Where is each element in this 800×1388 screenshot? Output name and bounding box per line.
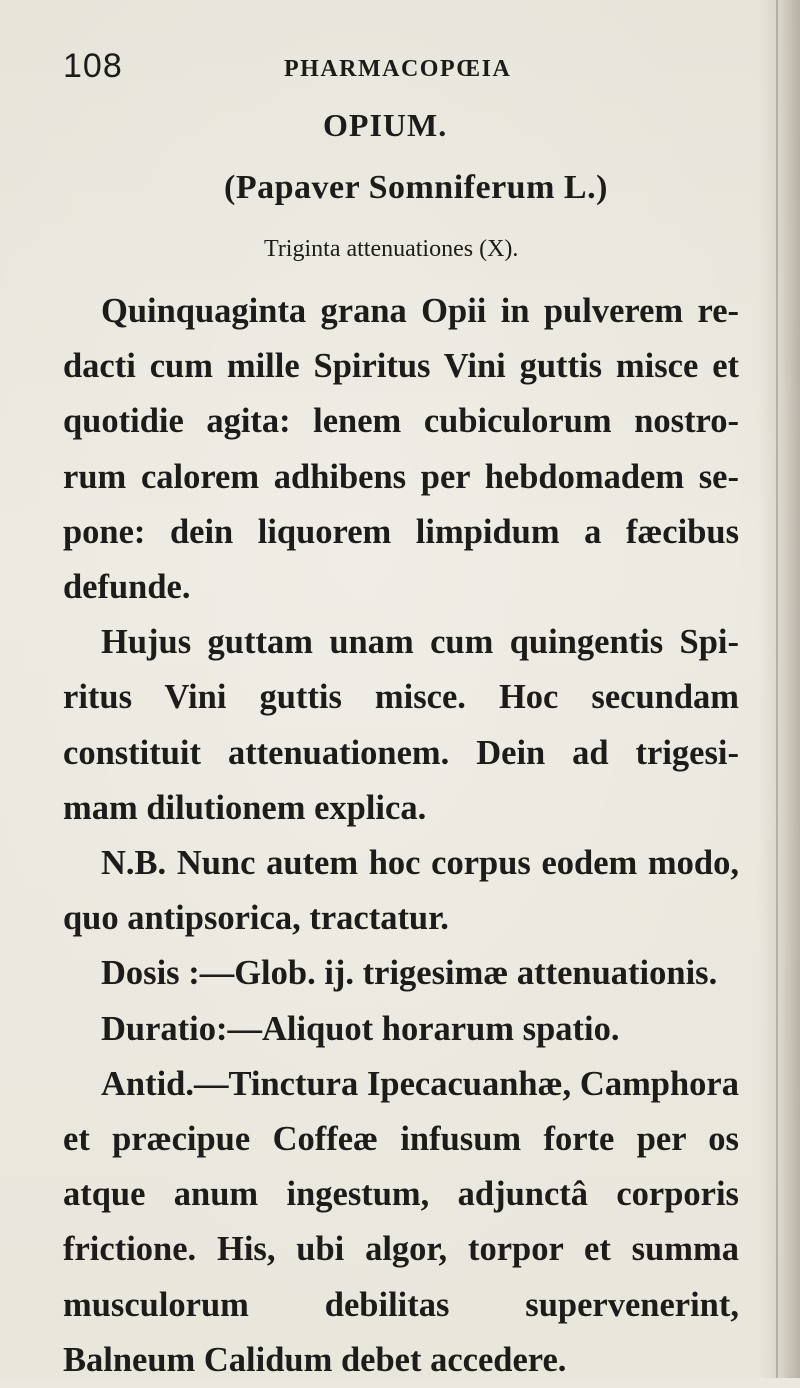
attenuation-note: Triginta attenuationes (X).: [264, 236, 519, 262]
entry-body: [63, 284, 739, 1388]
running-head: [63, 46, 683, 90]
paragraph-dilution: Hujus guttam unam cum quingentis Spi-ritus Vini guttis misce. Hoc secundam constituit attenuationem. Dein ad trigesi-mam dilutionem explica.: [63, 623, 739, 827]
paragraph-dosis: Dosis :—Glob. ij. trigesimæ attenuationis.: [101, 954, 718, 993]
paragraph-antidote: Antid.—Tinctura Ipecacuanhæ, Camphora et præcipue Coffeæ infusum forte per os atque anum ingestum, adjunctâ corporis frictione. His, ubi algor, torpor et summa musculorum debilitas supervenerint, Balneum Calidum debet accedere.: [63, 1064, 739, 1379]
entry-title: OPIUM.: [323, 107, 448, 143]
paragraph-preparation: Quinquaginta grana Opii in pulverem re-dacti cum mille Spiritus Vini guttis misce et quotidie agita: lenem cubiculorum nostro-rum calorem adhibens per hebdomadem se-pone: dein liquorem limpidum a fæcibus defunde.: [63, 292, 739, 607]
entry-subtitle: (Papaver Somniferum L.): [224, 169, 608, 206]
page-number: 108: [63, 47, 123, 85]
paragraph-duratio: Duratio:—Aliquot horarum spatio.: [101, 1009, 620, 1048]
running-title: PHARMACOPŒIA: [284, 56, 512, 82]
paragraph-note: N.B. Nunc autem hoc corpus eodem modo, quo antipsorica, tractatur.: [63, 844, 739, 938]
